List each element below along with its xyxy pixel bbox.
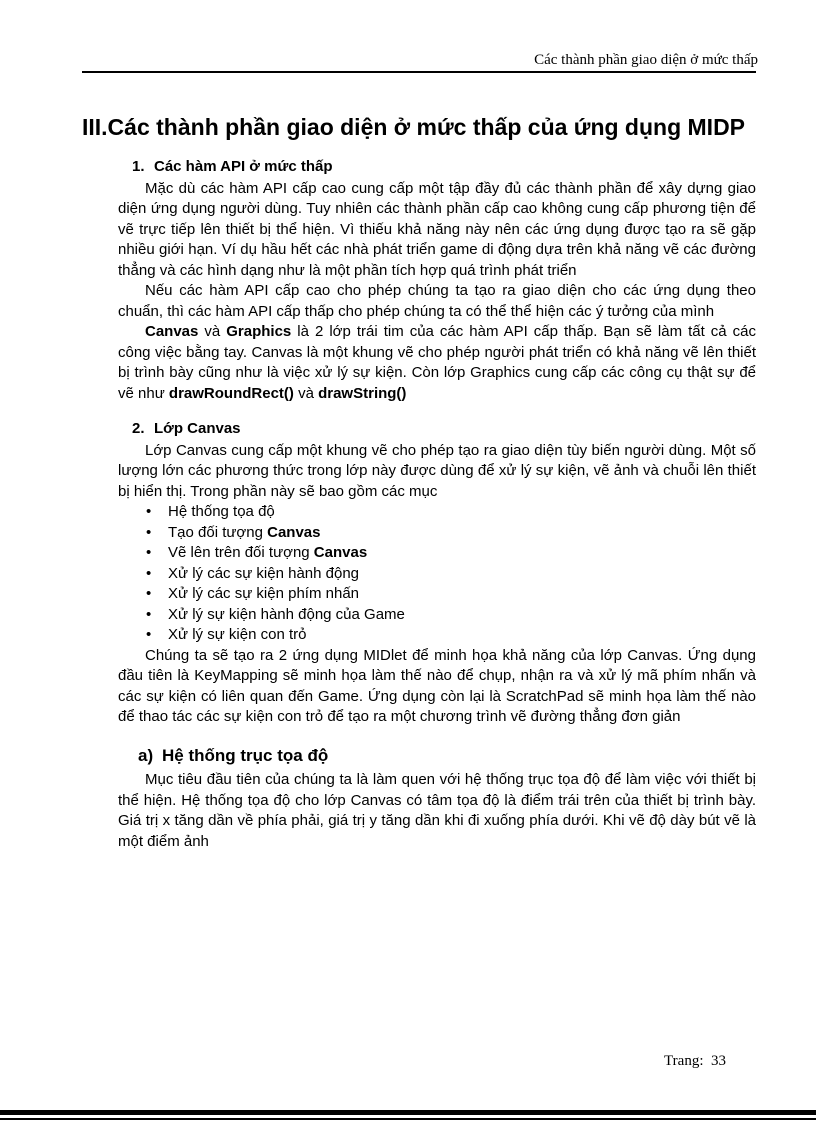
list-item-text: Xử lý các sự kiện hành động	[168, 564, 360, 582]
page-label: Trang:	[664, 1053, 704, 1069]
list-item	[146, 543, 756, 564]
list-item-text: Vẽ lên trên đối tượng	[168, 544, 314, 561]
bold-term: Canvas	[145, 323, 199, 340]
section-title: Lớp Canvas	[154, 420, 241, 437]
text-run: và	[198, 323, 227, 340]
list-item-text: Xử lý các sự kiện phím nhấn	[168, 585, 360, 602]
page-number	[664, 1053, 726, 1070]
list-item	[146, 625, 756, 646]
list-item	[146, 564, 756, 585]
subsection-label: a)	[138, 745, 154, 765]
bullet-list	[118, 502, 756, 646]
section-heading-canvas	[132, 419, 756, 440]
section-number: 1.	[132, 158, 145, 175]
list-item	[146, 502, 756, 523]
text-run: và	[293, 384, 319, 402]
list-item-text: Xử lý sự kiện hành động của Game	[168, 605, 405, 623]
document-body	[118, 157, 756, 852]
paragraph: Nếu các hàm API cấp cao cho phép chúng ta tạo ra giao diện cho các ứng dụng theo chuẩn, thì các hàm API cấp thấp cho phép chúng ta có thể thể hiện các ý tưởng của mình	[118, 282, 756, 320]
list-item	[146, 605, 756, 626]
footer-rule	[0, 1110, 816, 1115]
paragraph: Mục tiêu đầu tiên của chúng ta là làm quen với hệ thống trục tọa độ để làm việc với thiết bị thể hiện. Hệ thống tọa độ cho lớp Canvas có tâm tọa độ là điểm trái trên của thiết bị trình bày. Giá trị x tăng dần về phía phải, giá trị y tăng dần khi đi xuống phía dưới. Khi vẽ độ dày bút vẽ là một điểm ảnh	[118, 771, 756, 850]
list-item	[146, 523, 756, 544]
bold-term: drawRoundRect()	[168, 384, 294, 402]
paragraph: Mặc dù các hàm API cấp cao cung cấp một tập đầy đủ các thành phần để xây dựng giao diện ứng dụng người dùng. Tuy nhiên các thành phần cấp cao không cung cấp phương tiện để vẽ trực tiếp lên thiết bị thể hiện. Vì thiếu khả năng này nên các ứng dụng được tạo ra sẽ gặp nhiều giới hạn. Ví dụ hầu hết các nhà phát triển game di động dựa trên khả năng vẽ các đường thẳng và các hình dạng như là một phần tích hợp quá trình phát triển	[118, 179, 756, 279]
page-number-value: 33	[711, 1053, 726, 1069]
header-rule	[82, 71, 756, 73]
section-heading-api	[132, 157, 756, 178]
bullet-icon: •	[146, 544, 152, 561]
bullet-icon: •	[146, 503, 152, 520]
list-item-text: Xử lý sự kiện con trỏ	[168, 626, 307, 643]
bullet-icon: •	[146, 564, 152, 582]
bullet-icon: •	[146, 626, 152, 643]
running-header: Các thành phần giao diện ở mức thấp	[534, 52, 758, 68]
list-item-text: Tạo đối tượng	[168, 523, 268, 541]
page-title: III.Các thành phần giao diện ở mức thấp của ứng dụng MIDP	[82, 114, 746, 140]
bold-term: Canvas	[313, 544, 368, 561]
list-item	[146, 584, 756, 605]
footer-rule	[0, 1118, 816, 1120]
bold-term: Graphics	[226, 323, 292, 340]
paragraph: Chúng ta sẽ tạo ra 2 ứng dụng MIDlet để minh họa khả năng của lớp Canvas. Ứng dụng đầu tiên là KeyMapping sẽ minh họa làm thế nào để chụp, nhận ra và xử lý mã phím nhấn và các sự kiện có liên quan đến Game. Ứng dụng còn lại là ScratchPad sẽ minh họa làm thế nào để thao tác các sự kiện con trỏ để tạo ra một chương trình vẽ đường thẳng đơn giản	[118, 646, 756, 725]
bullet-icon: •	[146, 523, 152, 541]
bold-term: drawString()	[318, 384, 407, 402]
paragraph: Lớp Canvas cung cấp một khung vẽ cho phép tạo ra giao diện tùy biến người dùng. Một số lượng lớn các phương thức trong lớp này được dùng để xử lý sự kiện, vẽ ảnh và chuỗi lên thiết bị hiển thị. Trong phần này sẽ bao gồm các mục	[118, 441, 756, 500]
section-number: 2.	[132, 420, 145, 437]
paragraph	[118, 322, 756, 404]
bullet-icon: •	[146, 585, 152, 602]
bullet-icon: •	[146, 605, 152, 623]
subsection-title: Hệ thống trục tọa độ	[162, 745, 329, 765]
subsection-heading	[138, 746, 756, 767]
section-title: Các hàm API ở mức thấp	[154, 158, 333, 175]
list-item-text: Hệ thống tọa độ	[168, 503, 275, 520]
text-run: là 2 lớp trái tim của các hàm API cấp thấp. Bạn sẽ làm tất cả các công việc bằng tay. Canvas là một khung vẽ cho phép người phát triển có khả năng vẽ lên thiết bị trình bày cũng như là việc xử lý sự kiện. Còn lớp Graphics cung cấp các công cụ thật sự để vẽ như	[118, 323, 756, 402]
bold-term: Canvas	[267, 523, 321, 541]
